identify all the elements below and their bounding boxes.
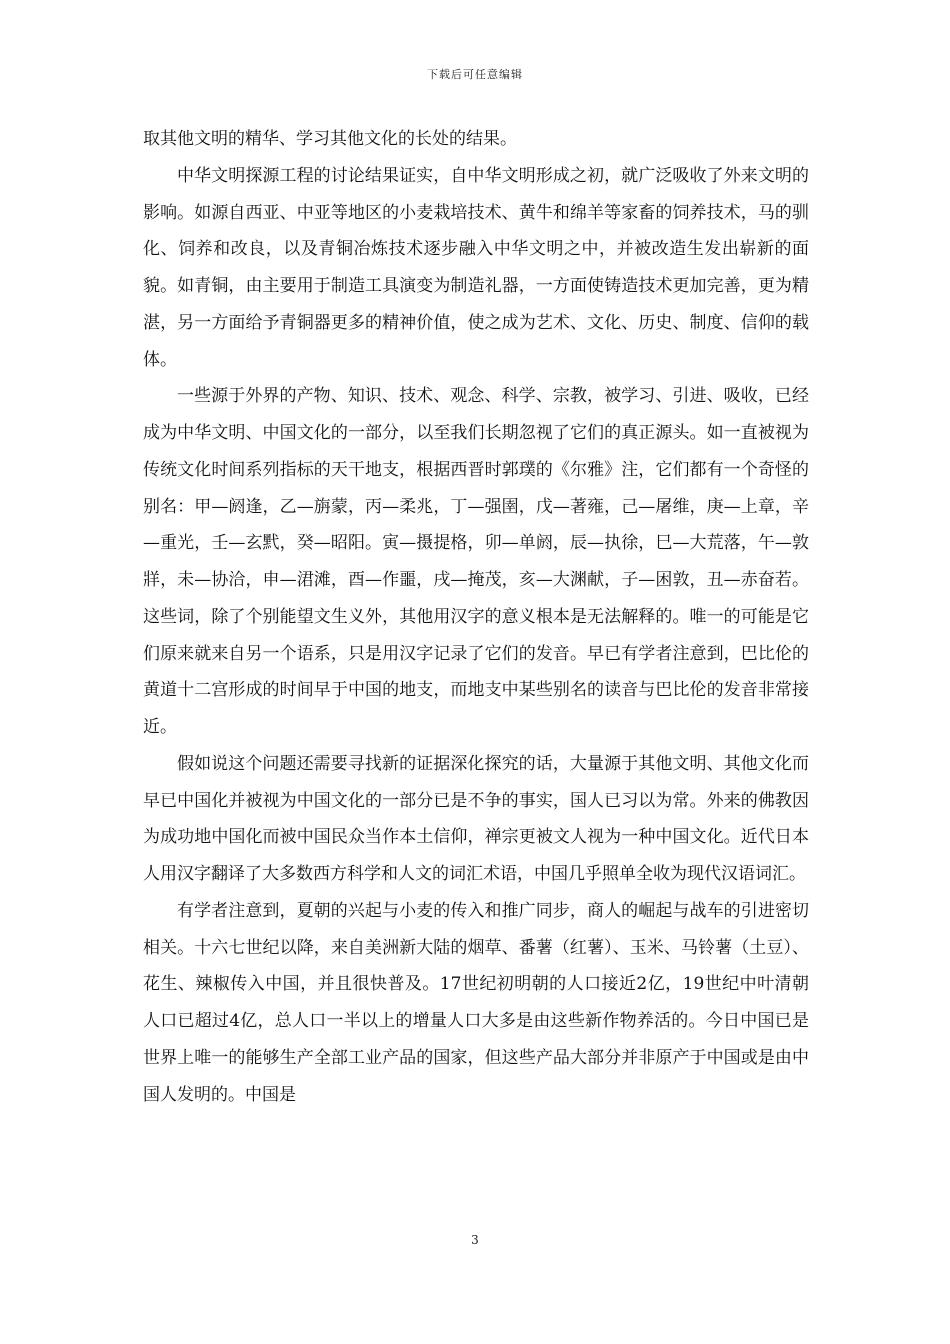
paragraph: 有学者注意到，夏朝的兴起与小麦的传入和推广同步，商人的崛起与战车的引进密切相关。十六七世纪以降，来自美洲新大陆的烟草、番薯（红薯）、玉米、马铃薯（土豆）、花生、辣椒传入中国，并且很快普及。17世纪初明朝的人口接近2亿，19世纪中叶清朝人口已超过4亿，总人口一半以上的增量人口大多是由这些新作物养活的。今日中国已是世界上唯一的能够生产全部工业产品的国家，但这些产品大部分并非原产于中国或是由中国人发明的。中国是 [143, 900, 809, 1105]
paragraph: 一些源于外界的产物、知识、技术、观念、科学、宗教，被学习、引进、吸收，已经成为中华文明、中国文化的一部分，以至我们长期忽视了它们的真正源头。如一直被视为传统文化时间系列指标的天干地支，根据西晋时郭璞的《尔雅》注，它们都有一个奇怪的别名：甲—阏逢，乙—旃蒙，丙—柔兆，丁—强圉，戊—著雍，己—屠维，庚—上章，辛—重光，壬—玄黓，癸—昭阳。寅—摄提格，卯—单阏，辰—执徐，巳—大荒落，午—敦牂，未—协洽，申—涒滩，酉—作噩，戌—掩茂，亥—大渊献，子—困敦，丑—赤奋若。这些词，除了个别能望文生义外，其他用汉字的意义根本是无法解释的。唯一的可能是它们原来就来自另一个语系，只是用汉字记录了它们的发音。早已有学者注意到，巴比伦的黄道十二宫形成的时间早于中国的地支，而地支中某些别名的读音与巴比伦的发音非常接近。 [143, 386, 809, 737]
paragraph: 中华文明探源工程的讨论结果证实，自中华文明形成之初，就广泛吸收了外来文明的影响。如源自西亚、中亚等地区的小麦栽培技术、黄牛和绵羊等家畜的饲养技术，马的驯化、饲养和改良，以及青铜冶炼技术逐步融入中华文明之中，并被改造生发出崭新的面貌。如青铜，由主要用于制造工具演变为制造礼器，一方面使铸造技术更加完善，更为精湛，另一方面给予青铜器更多的精神价值，使之成为艺术、文化、历史、制度、信仰的载体。 [143, 165, 809, 370]
document-body [143, 121, 809, 1113]
paragraph: 假如说这个问题还需要寻找新的证据深化探究的话，大量源于其他文明、其他文化而早已中国化并被视为中国文化的一部分已是不争的事实，国人已习以为常。外来的佛教因为成功地中国化而被中国民众当作本土信仰，禅宗更被文人视为一种中国文化。近代日本人用汉字翻译了大多数西方科学和人文的词汇术语，中国几乎照单全收为现代汉语词汇。 [143, 753, 809, 884]
page-header: 下载后可任意编辑 [427, 68, 523, 81]
page-number: 3 [471, 1233, 479, 1247]
paragraph-continuation: 取其他文明的精华、学习其他文化的长处的结果。 [143, 129, 517, 149]
